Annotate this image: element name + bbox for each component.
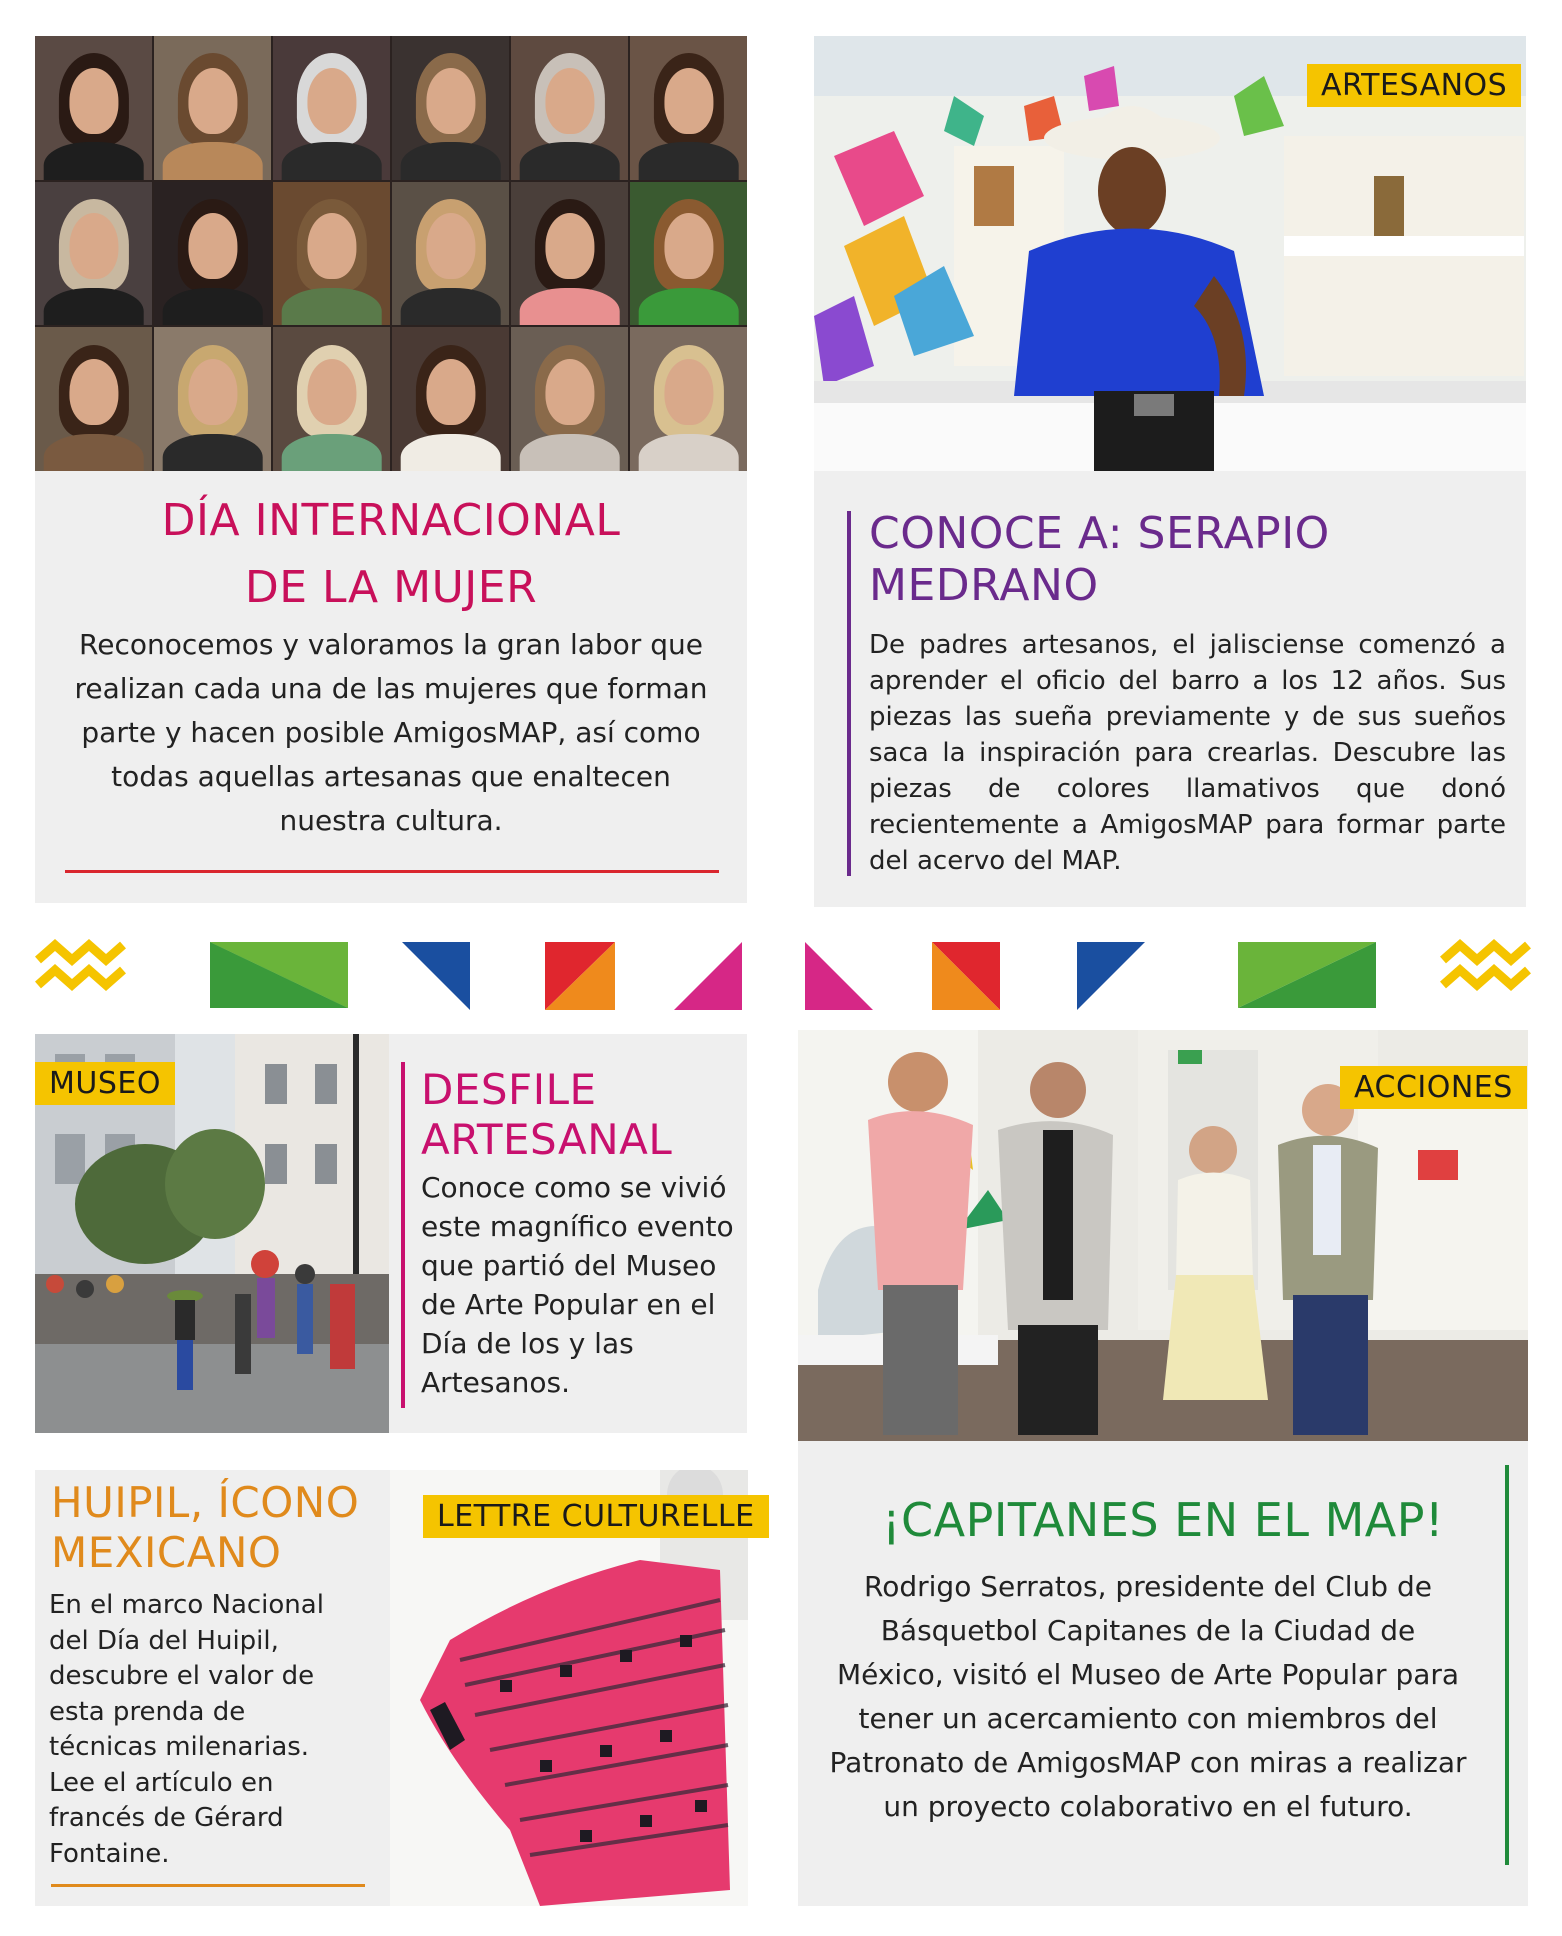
mujer-title-line1: DÍA INTERNACIONAL [161, 495, 621, 546]
portrait-tile [35, 182, 152, 326]
capitanes-body: Rodrigo Serratos, presidente del Club de Básquetbol Capitanes de la Ciudad de México, visitó el Museo de Arte Popular para tener un acercamiento con miembros del Patronato de AmigosMAP con miras a realizar un proyecto colaborativo en el futuro. [829, 1570, 1467, 1823]
capitanes-accent-bar [1505, 1465, 1509, 1865]
portrait-tile [273, 182, 390, 326]
portrait-tile [511, 327, 628, 471]
zigzag-left-icon [38, 945, 123, 985]
huipil-title: HUIPIL, ÍCONO MEXICANO [51, 1478, 360, 1577]
huipil-body: En el marco Nacional del Día del Huipil, descubre el valor de esta prenda de técnicas milenarias. Lee el artículo en francés de Gérard Fontaine. [49, 1590, 324, 1869]
portrait-tile [273, 36, 390, 180]
portrait-tile [392, 182, 509, 326]
zigzag-right-icon [1443, 945, 1528, 985]
mujer-panel [35, 471, 747, 903]
capitanes-panel [798, 1441, 1528, 1906]
museo-tag: MUSEO [35, 1062, 175, 1105]
portrait-tile [630, 327, 747, 471]
portrait-tile [35, 327, 152, 471]
serapio-body: De padres artesanos, el jalisciense comenzó a aprender el oficio del barro a los 12 años. Sus piezas las sueña previamente y de sus sueños saca la inspiración para crearlas. Descubre las piezas de colores llamativos que donó recientemente a AmigosMAP para formar parte del acervo del MAP. [869, 630, 1506, 876]
portrait-tile [392, 327, 509, 471]
portrait-tile [511, 36, 628, 180]
triangle-pink-2 [805, 942, 873, 1010]
portrait-tile [154, 327, 271, 471]
portrait-tile [630, 182, 747, 326]
triangle-blue-2 [1077, 942, 1145, 1010]
serapio-title: CONOCE A: SERAPIO MEDRANO [869, 508, 1330, 611]
portrait-tile [630, 36, 747, 180]
portrait-tile [154, 36, 271, 180]
portrait-tile [154, 182, 271, 326]
serapio-accent-bar [847, 511, 851, 876]
lettre-culturelle-tag: LETTRE CULTURELLE [423, 1495, 769, 1538]
portrait-tile [511, 182, 628, 326]
acciones-tag: ACCIONES [1340, 1066, 1527, 1109]
desfile-panel [389, 1034, 747, 1433]
huipil-panel [35, 1470, 390, 1906]
decorative-pattern-band [0, 930, 1562, 1010]
portrait-tile [35, 36, 152, 180]
desfile-title: DESFILE ARTESANAL [421, 1065, 673, 1164]
desfile-accent-bar [401, 1062, 405, 1408]
mujer-divider [65, 870, 719, 873]
triangle-blue-1 [402, 942, 470, 1010]
portrait-tile [392, 36, 509, 180]
capitanes-title: ¡CAPITANES EN EL MAP! [882, 1493, 1444, 1547]
artesanos-tag: ARTESANOS [1307, 64, 1521, 107]
huipil-divider [51, 1884, 365, 1887]
mujer-title-line2: DE LA MUJER [244, 562, 538, 613]
portrait-tile [273, 327, 390, 471]
women-portrait-collage [35, 36, 747, 471]
desfile-body: Conoce como se vivió este magnífico evento que partió del Museo de Arte Popular en el Día de los y las Artesanos. [421, 1171, 734, 1399]
mujer-body: Reconocemos y valoramos la gran labor que realizan cada una de las mujeres que forman parte y hacen posible AmigosMAP, así como todas aquellas artesanas que enaltecen nuestra cultura. [74, 628, 708, 837]
triangle-pink-1 [674, 942, 742, 1010]
serapio-panel [814, 471, 1526, 907]
